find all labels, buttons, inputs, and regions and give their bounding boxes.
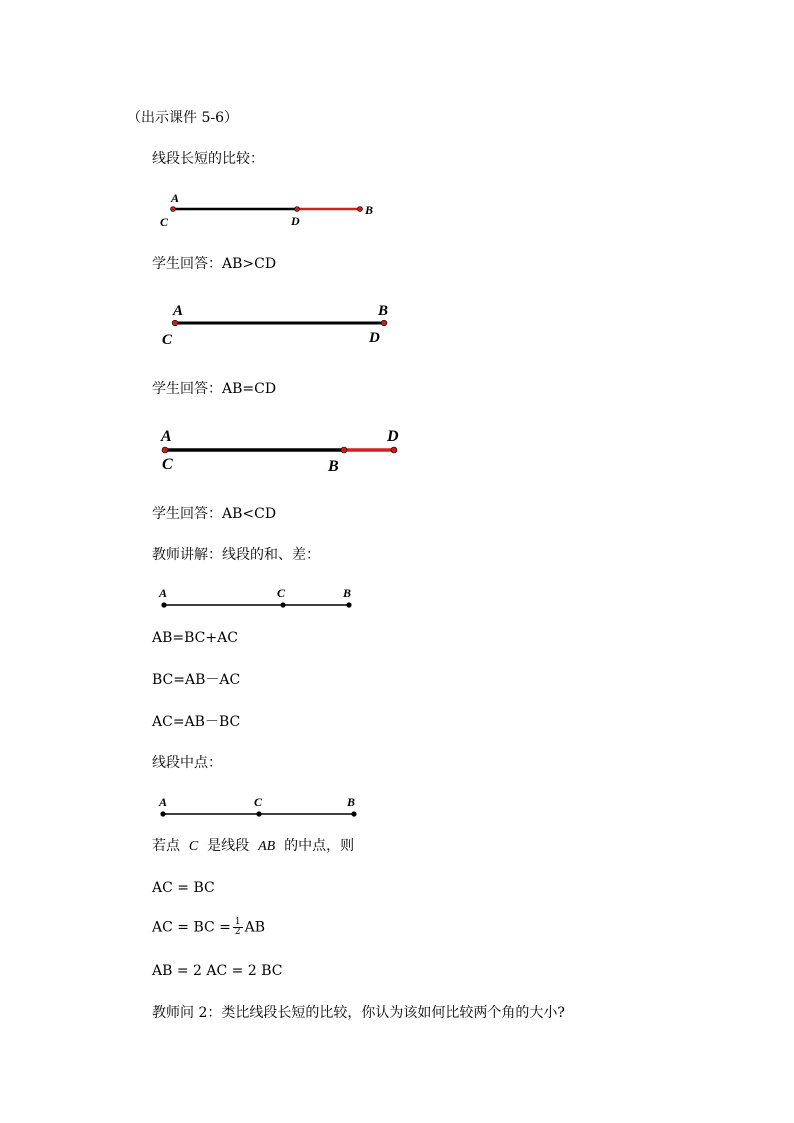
label-a: A	[159, 586, 168, 600]
label-c: C	[162, 332, 173, 348]
label-d: D	[291, 214, 300, 228]
label-a: A	[159, 795, 168, 809]
equation-half-ab	[152, 918, 265, 937]
heading-segment-comparison: 线段长短的比较：	[152, 151, 264, 167]
point-b	[341, 447, 347, 453]
student-answer-less: 学生回答：AB<CD	[152, 506, 277, 522]
teacher-explanation: 教师讲解：线段的和、差：	[152, 547, 320, 563]
equation-half-rhs: AB	[244, 919, 266, 936]
fraction-denominator: 2	[234, 927, 241, 937]
label-c: C	[162, 456, 173, 473]
label-d: D	[387, 428, 399, 445]
equation-ac-diff: AC=AB－BC	[152, 714, 241, 730]
statement-part-1: 若点	[152, 838, 180, 854]
label-c: C	[160, 215, 169, 229]
figure-midpoint	[155, 793, 365, 823]
point-c	[280, 602, 285, 607]
label-b: B	[347, 795, 356, 809]
var-c: C	[188, 839, 199, 854]
fraction-numerator: 1	[234, 917, 241, 927]
point-b	[381, 320, 387, 326]
student-answer-greater: 学生回答：AB>CD	[152, 256, 277, 272]
point-a	[171, 207, 176, 212]
heading-midpoint: 线段中点：	[152, 755, 222, 771]
label-b: B	[328, 458, 339, 475]
label-a: A	[161, 428, 172, 445]
label-a: A	[171, 191, 180, 205]
label-b: B	[343, 586, 352, 600]
label-c: C	[277, 586, 286, 600]
equation-ac-eq-bc: AC = BC	[152, 880, 215, 896]
point-b	[351, 811, 356, 816]
label-b: B	[365, 203, 374, 217]
midpoint-statement	[152, 838, 354, 855]
figure-ab-equal-cd	[155, 298, 405, 350]
statement-part-3: 的中点，则	[284, 838, 355, 854]
point-c	[256, 811, 261, 816]
equation-bc-diff: BC=AB－AC	[152, 672, 241, 688]
label-c: C	[254, 795, 263, 809]
statement-part-2: 是线段	[207, 838, 250, 854]
figure-sum-difference	[155, 584, 365, 614]
point-b	[346, 602, 351, 607]
figure-ab-less-cd	[155, 423, 415, 478]
figure-ab-greater-cd	[155, 188, 385, 230]
point-a	[172, 320, 178, 326]
fraction-one-half	[233, 918, 243, 937]
equation-half-lhs: AC = BC =	[152, 919, 231, 936]
equation-ab-sum: AB=BC+AC	[152, 630, 238, 646]
courseware-note: （出示课件 5-6）	[127, 110, 238, 126]
point-b	[358, 207, 363, 212]
point-a	[160, 811, 165, 816]
var-ab: AB	[258, 839, 276, 854]
student-answer-equal: 学生回答：AB=CD	[152, 381, 277, 397]
teacher-question-2: 教师问 2：类比线段长短的比较，你认为该如何比较两个角的大小?	[152, 1005, 565, 1021]
equation-ab-double: AB = 2 AC = 2 BC	[152, 963, 283, 979]
point-d	[295, 207, 300, 212]
point-a	[161, 602, 166, 607]
label-d: D	[369, 330, 380, 346]
point-d	[391, 447, 397, 453]
label-b: B	[378, 303, 389, 319]
label-a: A	[173, 303, 184, 319]
point-a	[162, 447, 168, 453]
